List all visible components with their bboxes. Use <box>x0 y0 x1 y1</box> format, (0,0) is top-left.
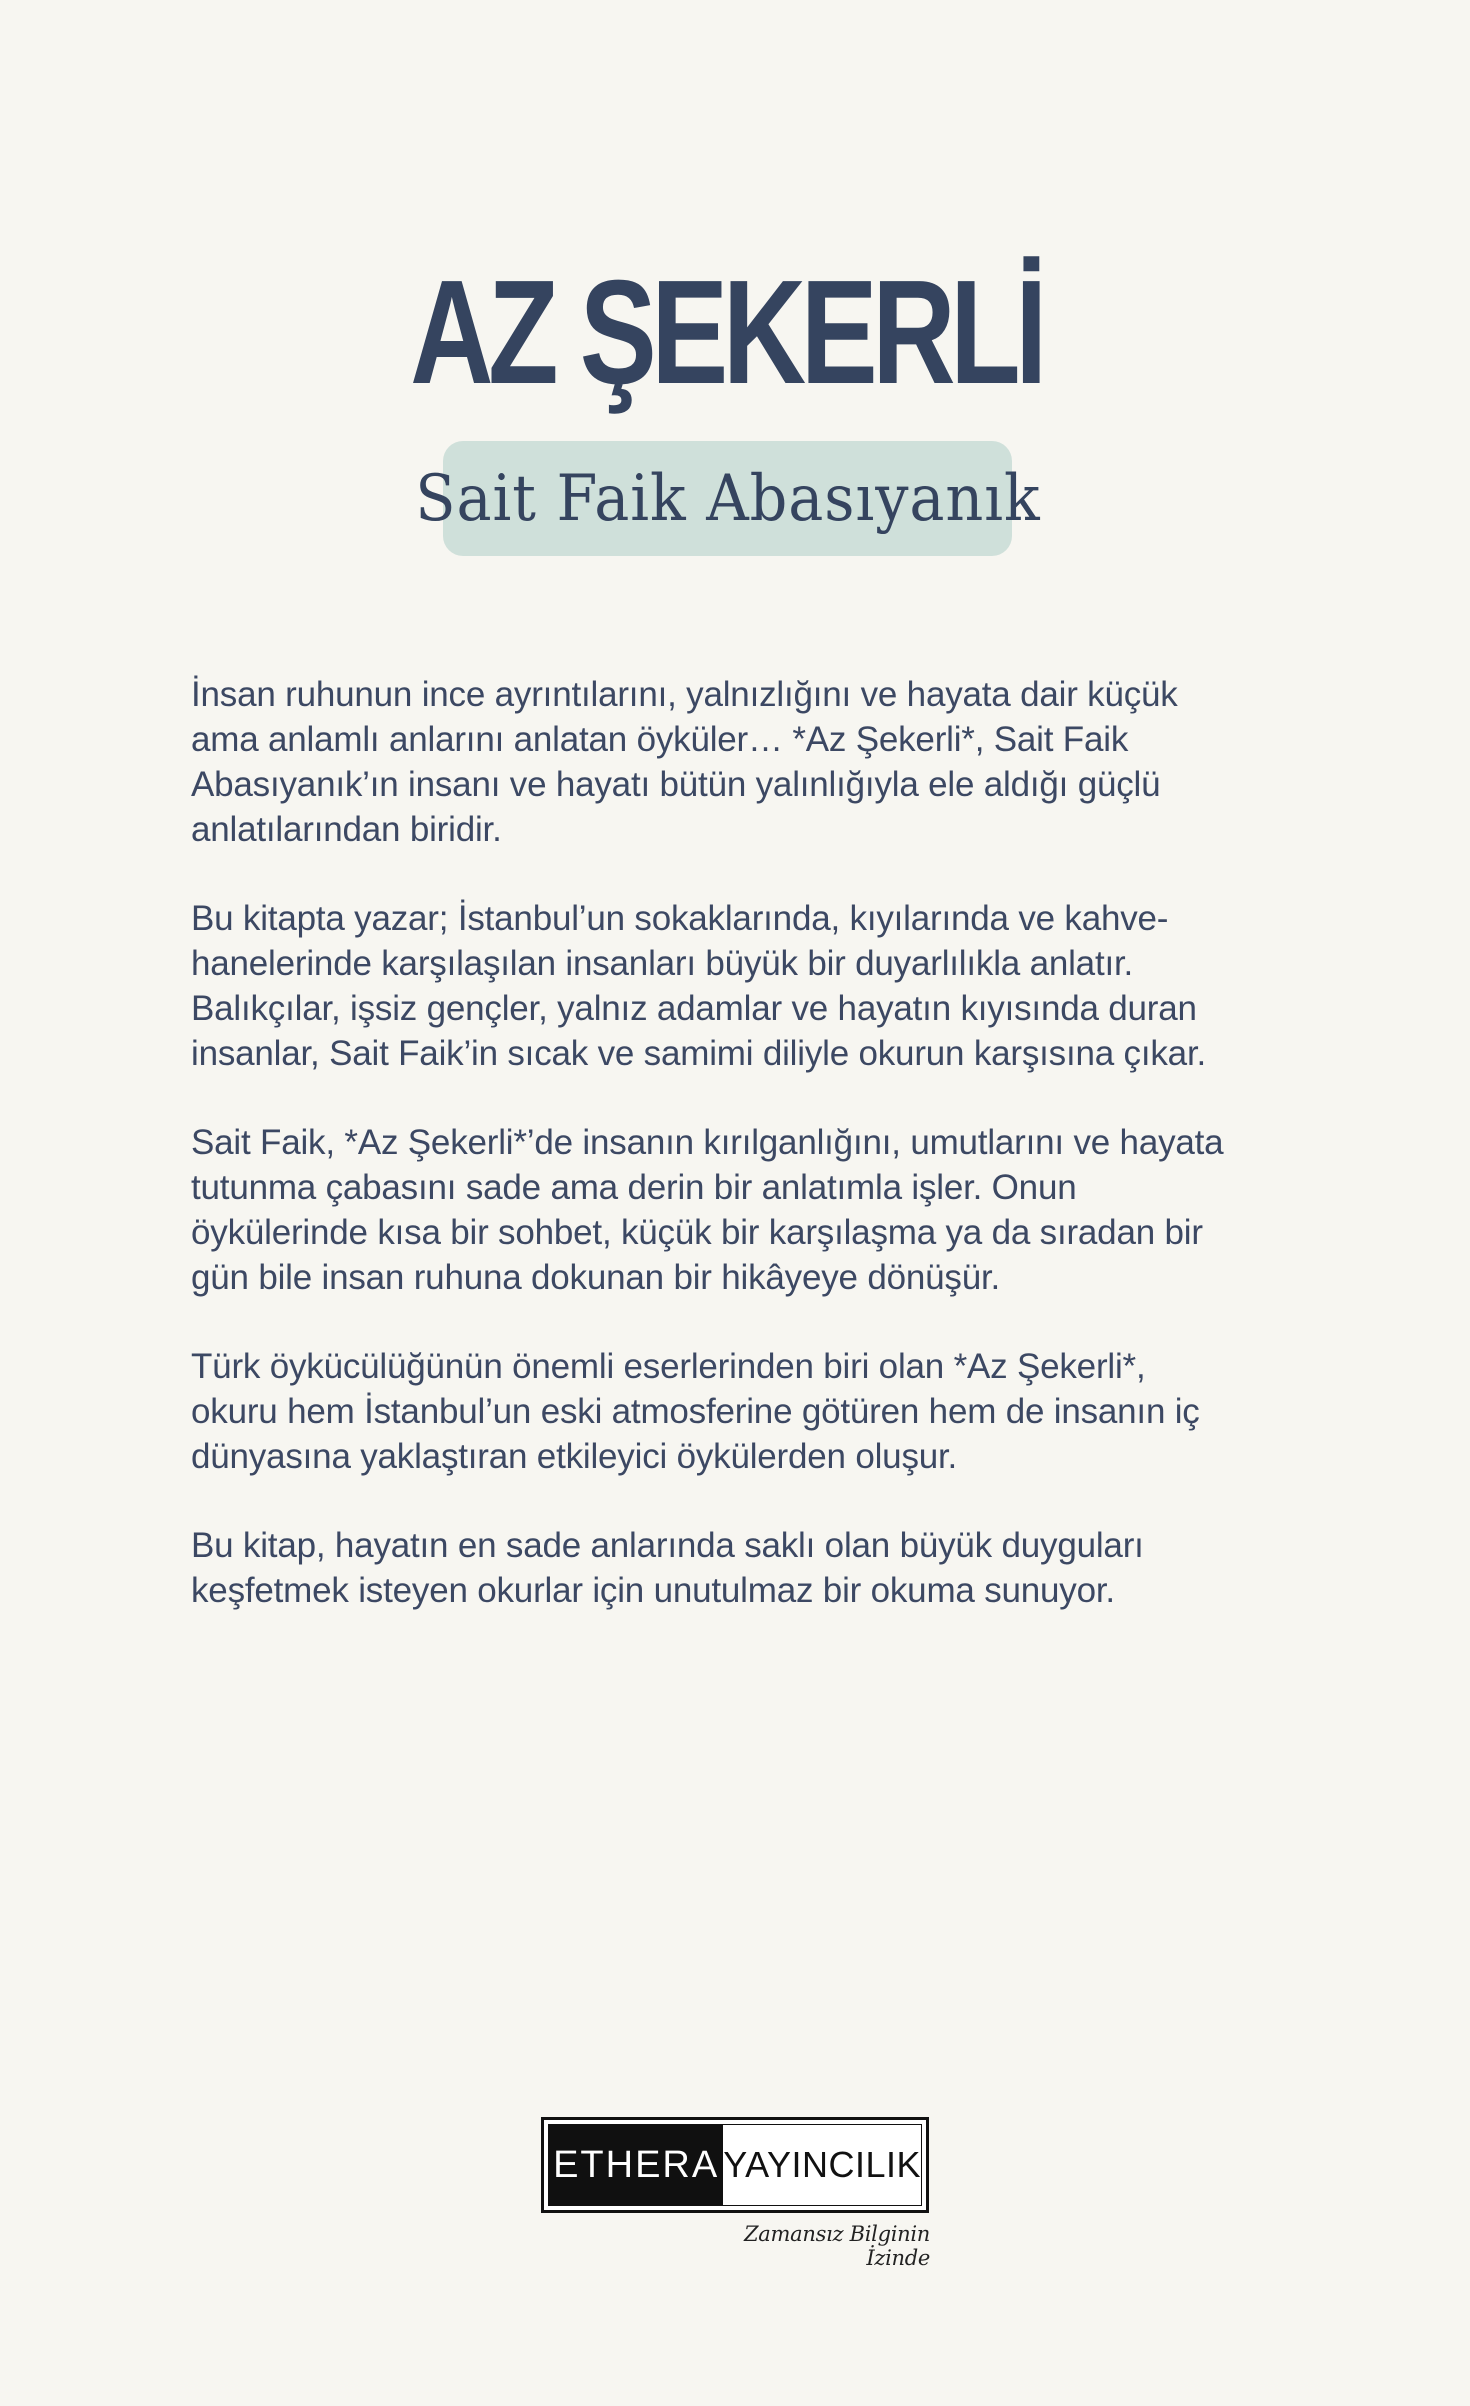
author-badge <box>414 441 1041 556</box>
book-title: AZ ŞEKERLİ <box>410 250 1042 415</box>
publisher-logo-frame <box>548 2124 922 2206</box>
publisher-logo <box>541 2117 929 2213</box>
publisher-name-part1: ETHERA <box>549 2125 723 2205</box>
blurb-paragraph-1: İnsan ruhunun ince ayrıntılarını, yalnızlığını ve hayata dair küçük ama anlamlı anlarını anlatan öyküler… *Az Şekerli*, Sait Faik Abasıyanık’ın insanı ve hayatı bütün yalınlığıyla ele aldığı güçlü anlatılarından biridir. <box>191 675 1178 849</box>
publisher-name-part2: YAYINCILIK <box>723 2144 921 2185</box>
blurb-text <box>191 672 1261 1657</box>
blurb-paragraph-3: Sait Faik, *Az Şekerli*’de insanın kırılganlığını, umutlarını ve hayata tutunma çabasını sade ama derin bir anlatımla işler. Onun öykülerinde kısa bir sohbet, küçük bir karşılaşma ya da sıradan bir gün bile insan ruhuna dokunan bir hikâyeye dönüşür. <box>191 1123 1224 1297</box>
author-name: Sait Faik Abasıyanık <box>414 461 1041 536</box>
publisher-tagline: Zamansız Bilginin İzinde <box>744 2222 930 2270</box>
blurb-paragraph-5: Bu kitap, hayatın en sade anlarında saklı olan büyük duyguları keşfetmek isteyen okurlar için unutulmaz bir okuma sunuyor. <box>191 1526 1144 1610</box>
blurb-paragraph-4: Türk öykücülüğünün önemli eserlerinden biri olan *Az Şekerli*, okuru hem İstanbul’un eski atmosferine götüren hem de insanın iç dünyasına yaklaştıran etkileyici öykülerden oluşur. <box>191 1347 1200 1476</box>
blurb-paragraph-2: Bu kitapta yazar; İstanbul’un sokaklarında, kıyılarında ve kahve- hanelerinde karşılaşılan insanları büyük bir duyarlılıkla anlatır. Balıkçılar, işsiz gençler, yalnız adamlar ve hayatın kıyısında duran insanlar, Sait Faik’in sıcak ve samimi diliyle okurun karşısına çıkar. <box>191 899 1206 1073</box>
